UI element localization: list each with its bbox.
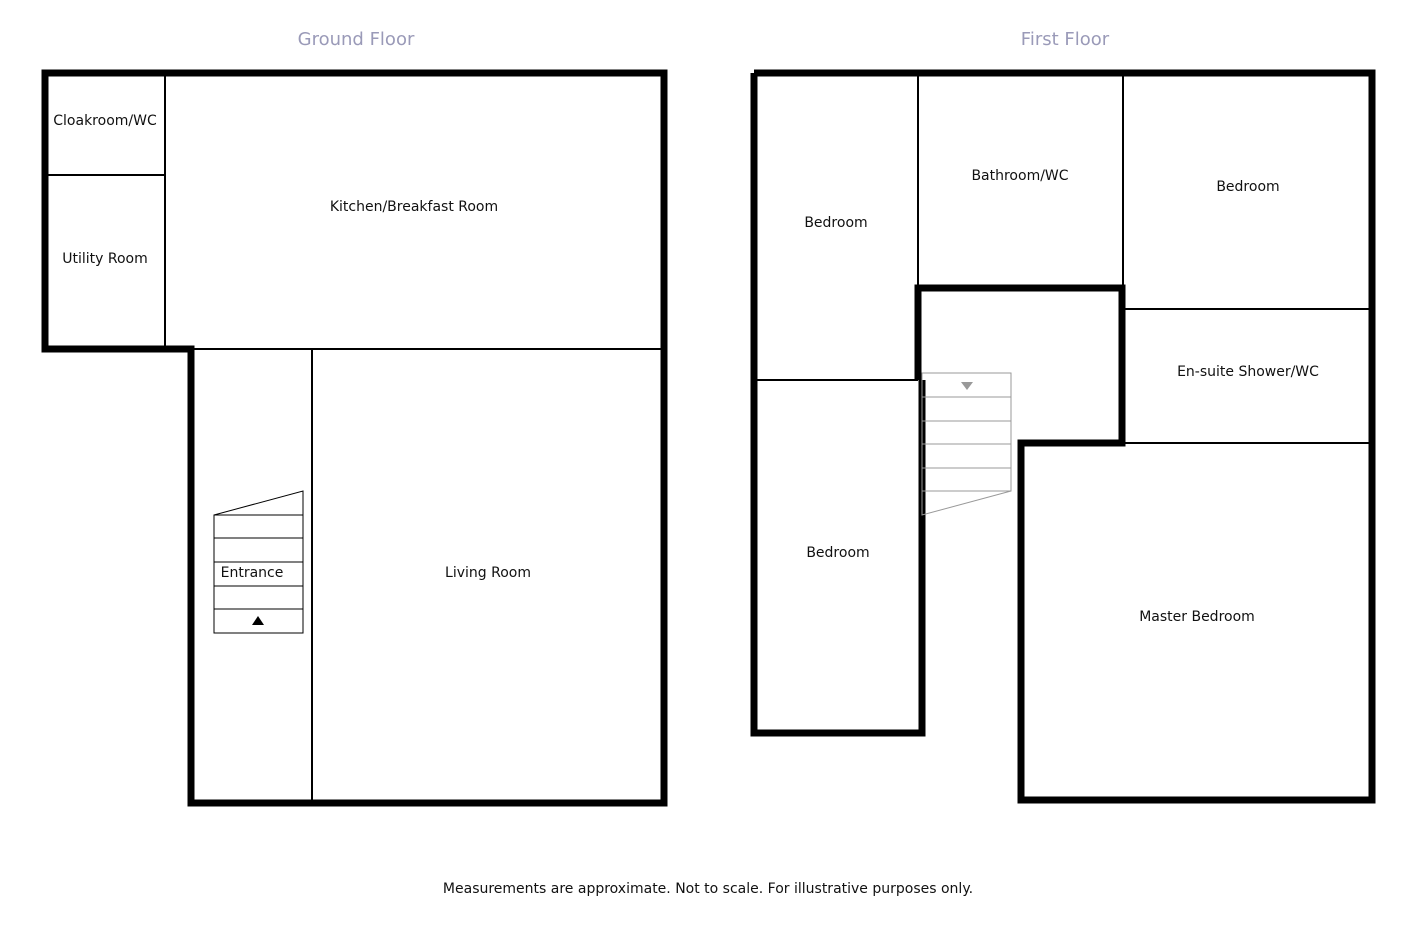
room-label-bedroom-left-top: Bedroom (804, 215, 868, 231)
room-label-kitchen: Kitchen/Breakfast Room (329, 199, 499, 215)
ground-floor-partitions (45, 73, 664, 803)
room-label-bedroom-left-bottom: Bedroom (806, 545, 870, 561)
stairs-up-arrow-icon (252, 616, 264, 625)
first-floor-outer-wall-left (754, 73, 922, 733)
stair-winder (214, 491, 303, 515)
room-label-bathroom: Bathroom/WC (971, 168, 1069, 184)
room-label-master-bedroom: Master Bedroom (1139, 609, 1255, 625)
first-floor-plan (754, 29, 1372, 800)
room-label-entrance: Entrance (220, 565, 284, 581)
room-label-cloakroom: Cloakroom/WC (53, 113, 157, 129)
stair-winder (922, 491, 1011, 515)
ground-floor-title: Ground Floor (297, 29, 415, 50)
room-label-living: Living Room (445, 565, 531, 581)
room-label-bedroom-right-top: Bedroom (1216, 179, 1280, 195)
first-floor-partitions (754, 73, 1372, 443)
first-floor-title: First Floor (1020, 29, 1110, 50)
disclaimer-footnote: Measurements are approximate. Not to scale. For illustrative purposes only. (442, 881, 974, 897)
ground-floor-outer-wall (45, 73, 664, 803)
room-label-utility: Utility Room (62, 251, 148, 267)
first-floor-stairs (922, 373, 1011, 515)
ground-floor-stairs (214, 491, 303, 633)
stairs-down-arrow-icon (961, 382, 973, 390)
ground-floor-plan (45, 29, 664, 803)
stairs-outline (922, 373, 1011, 491)
room-label-ensuite: En-suite Shower/WC (1177, 364, 1319, 380)
